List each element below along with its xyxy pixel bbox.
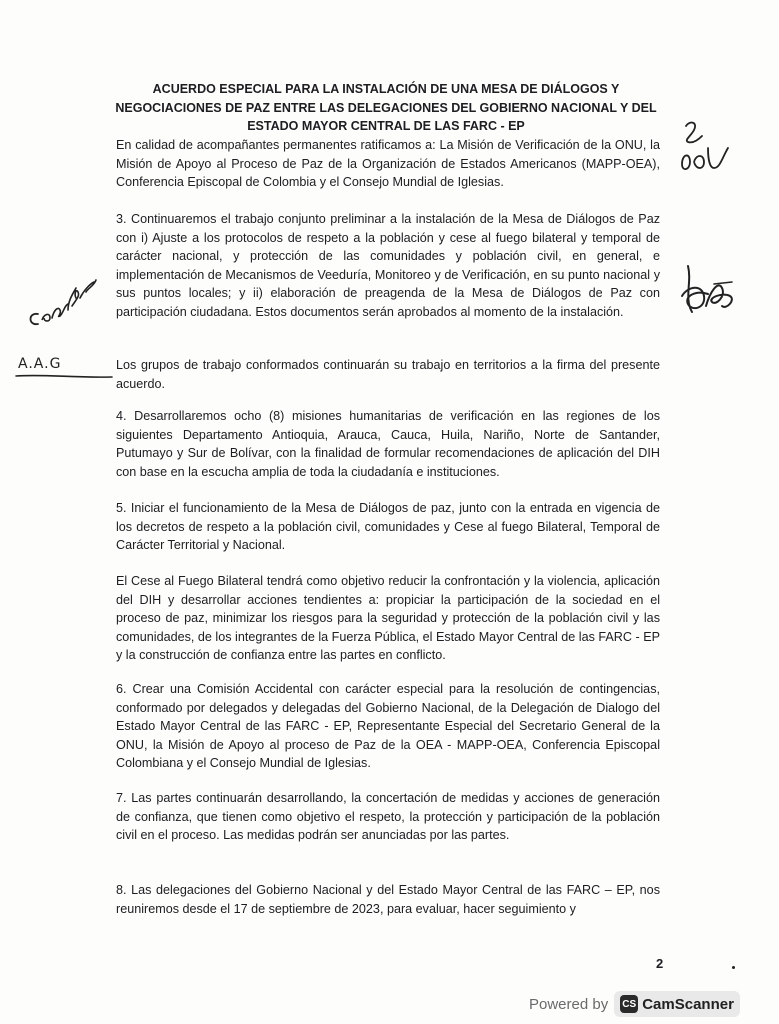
- paragraph-working-groups: Los grupos de trabajo conformados continuarán su trabajo en territorios a la firma del presente acuerdo.: [116, 358, 660, 391]
- paragraph-point-6: 6. Crear una Comisión Accidental con carácter especial para la resolución de contingencias, conformado por delegados y delegadas del Gobierno Nacional, de la Delegación de Dialogo del Estado Mayor Central de las FARC - EP, Representante Especial del Secretario General de la ONU, la Misión de Apoyo al proceso de Paz de la OEA - MAPP-OEA, Conferencia Episcopal Colombiana y el Consejo Mundial de Iglesias.: [116, 682, 660, 771]
- paragraph-ceasefire: El Cese al Fuego Bilateral tendrá como objetivo reducir la confrontación y la violencia, aplicación del DIH y desarrollar acciones tendientes a: propiciar la participación de la sociedad en el proceso de paz, minimizar los riesgos para la seguridad y protección de la población civil y las comunidades, de los integrantes de la Fuerza Pública, el Estado Mayor Central de las FARC - EP y la construcción de confianza entre las partes en conflicto.: [116, 574, 660, 663]
- document-title: ACUERDO ESPECIAL PARA LA INSTALACIÓN DE UNA MESA DE DIÁLOGOS Y NEGOCIACIONES DE PAZ ENTRE LAS DELEGACIONES DEL GOBIERNO NACIONAL Y DEL ESTADO MAYOR CENTRAL DE LAS FARC - EP: [115, 82, 657, 133]
- paragraph-point-3: 3. Continuaremos el trabajo conjunto preliminar a la instalación de la Mesa de Diálogos de Paz con i) Ajuste a los protocolos de respeto a la población y cese al fuego bilateral y temporal de carácter nacional, y protección de las comunidades y población civil, en general, e implementación de Mecanismos de Veeduría, Monitoreo y de Verificación, en su punto nacional y sus puntos locales; y ii) elaboración de preagenda de la Mesa de Diálogos de Paz con participación ciudadana. Estos documentos serán aprobados al momento de la instalación.: [116, 212, 660, 319]
- paragraph-point-4: 4. Desarrollaremos ocho (8) misiones humanitarias de verificación en las regiones de los siguientes Departamento Antioquia, Arauca, Cauca, Huila, Nariño, Norte de Santander, Putumayo y Sur de Bolívar, con la finalidad de formular recomendaciones de aplicación del DIH con base en la escucha amplia de toda la ciudadanía e instituciones.: [116, 409, 660, 479]
- handwritten-signature-left: [24, 270, 106, 330]
- camscanner-badge: [614, 991, 740, 1017]
- camscanner-brand: CamScanner: [642, 995, 734, 1013]
- paragraph-companions: En calidad de acompañantes permanentes ratificamos a: La Misión de Verificación de la ONU, la Misión de Apoyo al Proceso de Paz de la Organización de Estados Americanos (MAPP-OEA), Conferencia Episcopal de Colombia y el Consejo Mundial de Iglesias.: [116, 138, 660, 190]
- camscanner-logo-icon: CS: [620, 995, 638, 1013]
- paragraph-point-8: 8. Las delegaciones del Gobierno Nacional y del Estado Mayor Central de las FARC – EP, nos reuniremos desde el 17 de septiembre de 2023, para evaluar, hacer seguimiento y: [116, 883, 660, 916]
- handwritten-signature-top-right: [676, 118, 736, 180]
- paragraph-point-7: 7. Las partes continuarán desarrollando, la concertación de medidas y acciones de generación de confianza, que tienen como objetivo el respeto, la protección y participación de la población civil en el proceso. Las medidas podrán ser anunciadas por las partes.: [116, 791, 660, 843]
- scan-speck: [732, 966, 735, 969]
- paragraph-point-5: 5. Iniciar el funcionamiento de la Mesa de Diálogos de paz, junto con la entrada en vigencia de los decretos de respeto a la población civil, comunidades y Cese al fuego Bilateral, Temporal de Carácter Territorial y Nacional.: [116, 501, 660, 553]
- handwritten-signature-right: [678, 262, 744, 320]
- camscanner-watermark: [529, 988, 771, 1020]
- initials-underline: [14, 372, 114, 382]
- page-number: 2: [656, 956, 664, 971]
- powered-by-label: Powered by: [529, 995, 609, 1013]
- handwritten-initials: A.A.G: [18, 356, 62, 372]
